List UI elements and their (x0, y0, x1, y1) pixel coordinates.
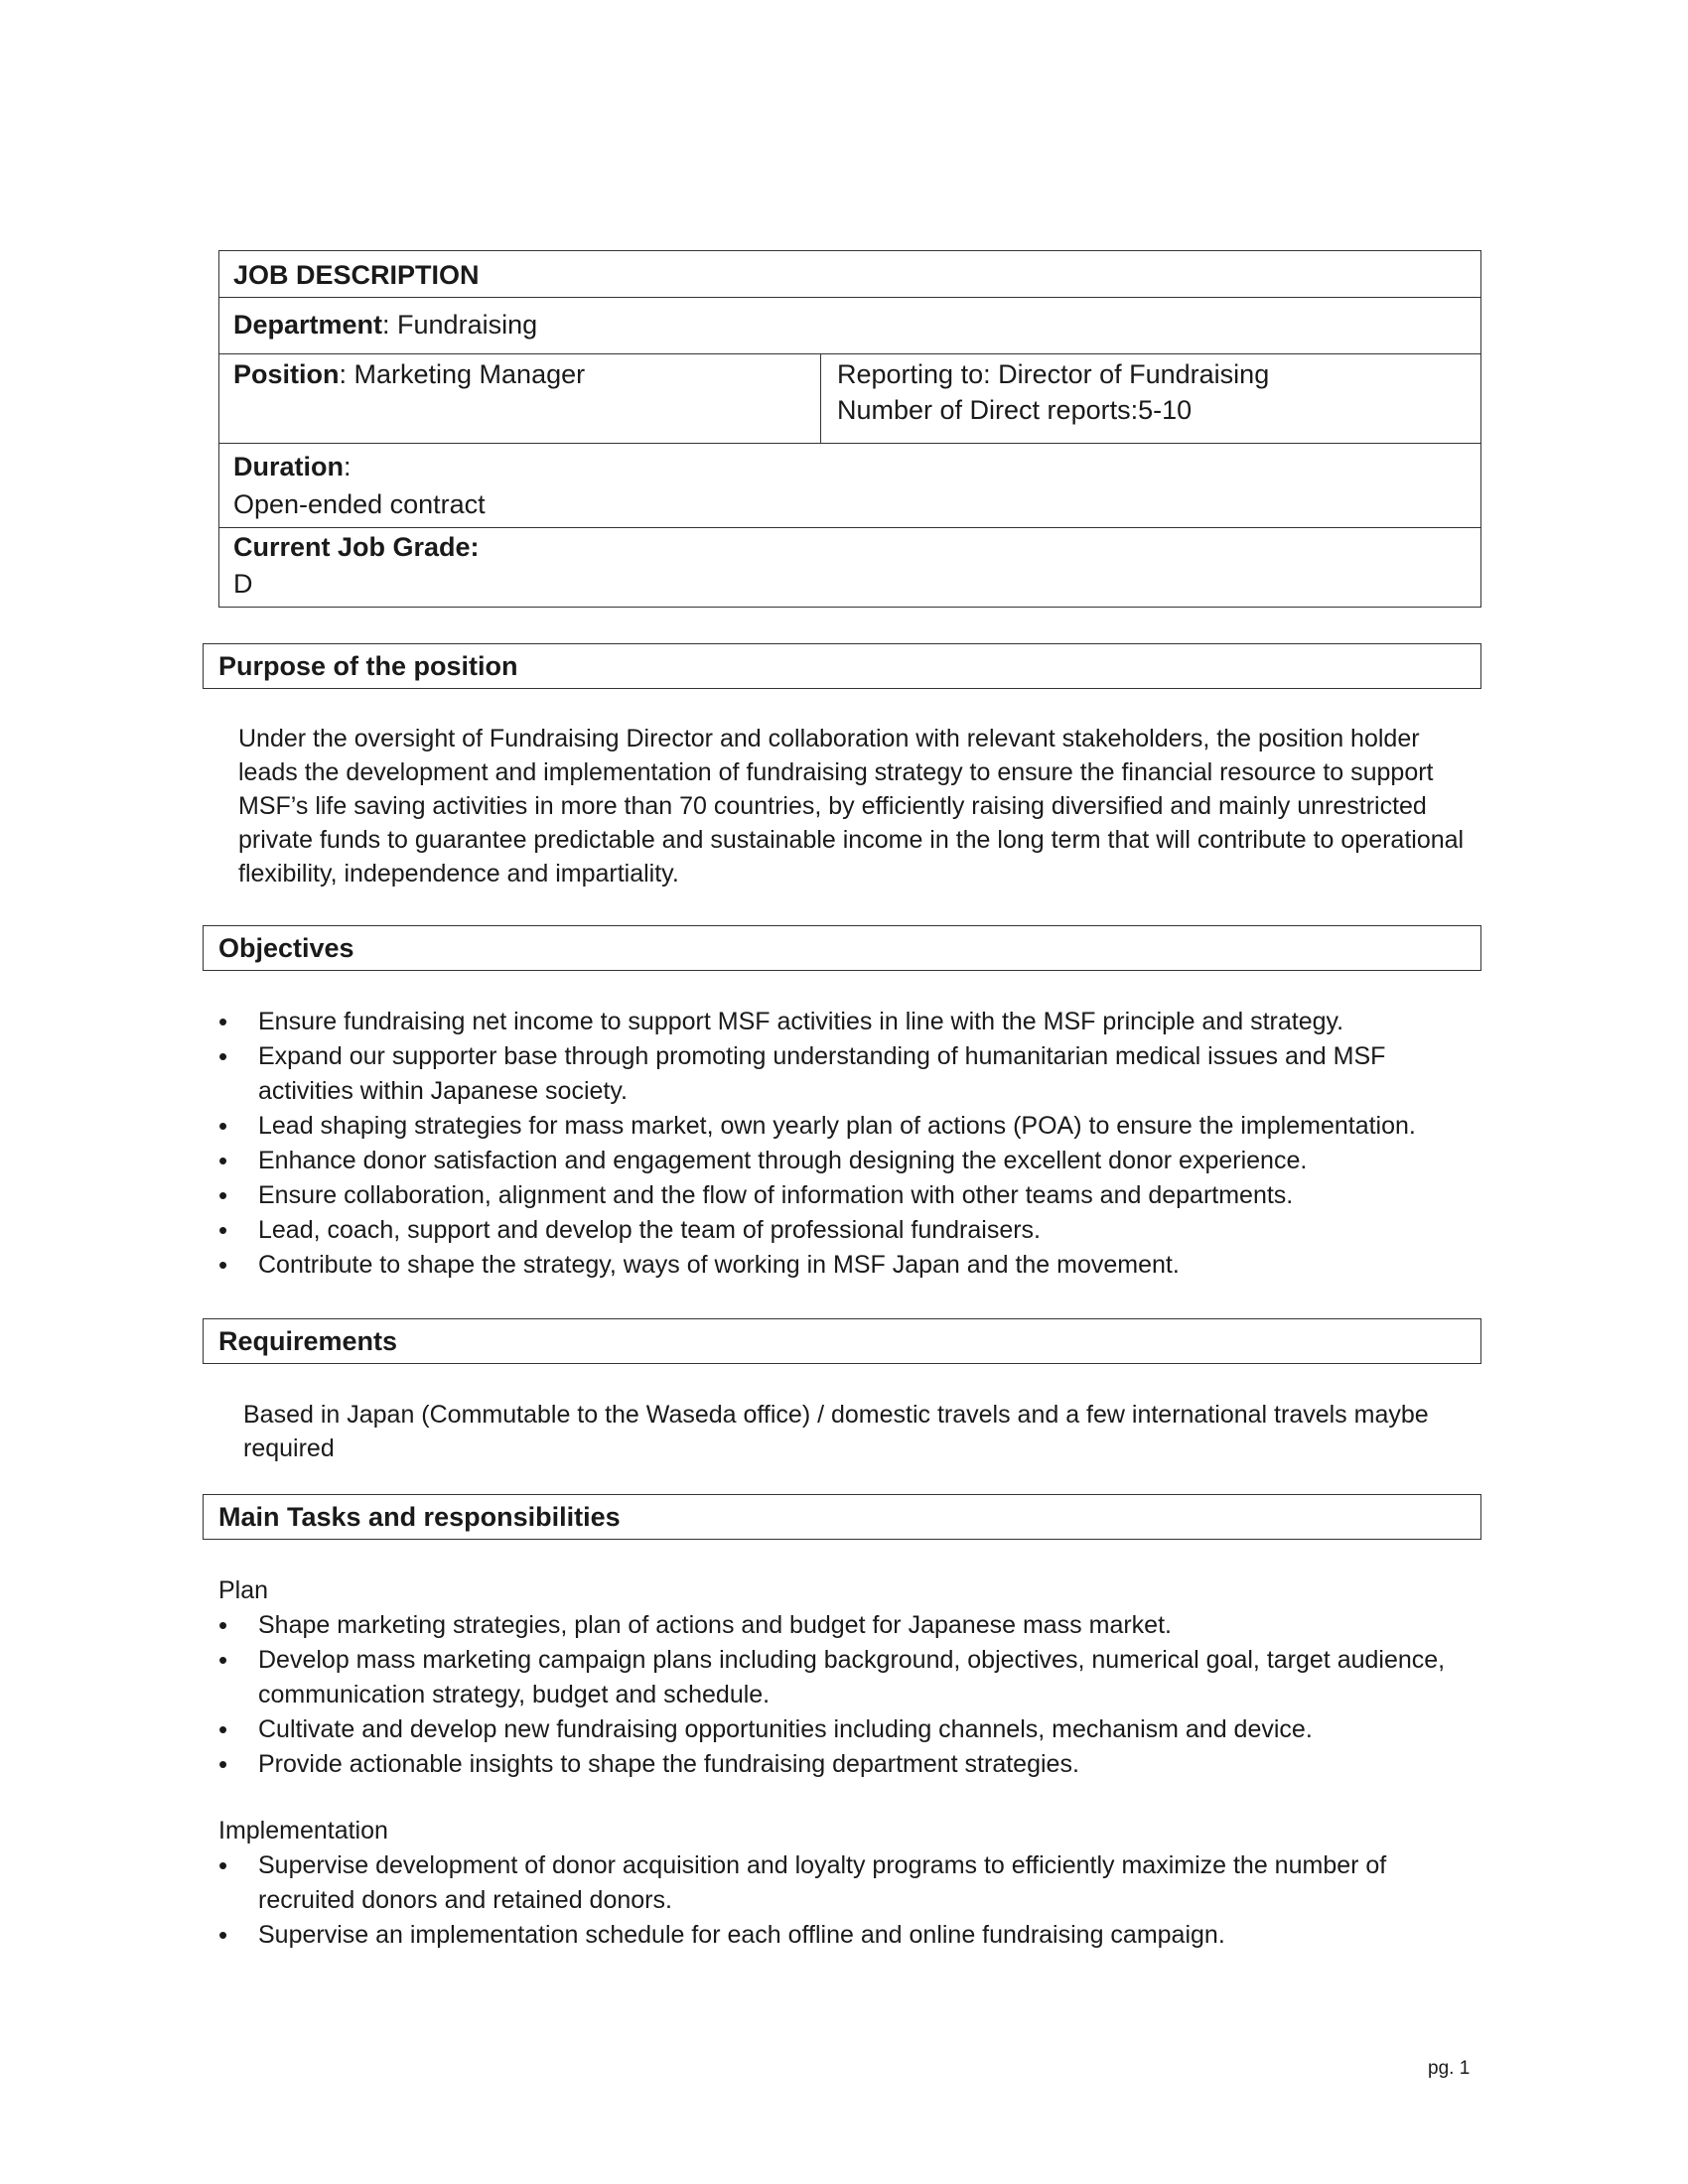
duration-label: Duration (233, 452, 344, 481)
objective-item: • Ensure collaboration, alignment and the flow of information with other teams and departments. (218, 1178, 1450, 1213)
duration-colon: : (344, 452, 352, 481)
duration-row (233, 450, 352, 483)
objective-item: • Enhance donor satisfaction and engagement through designing the excellent donor experience. (218, 1144, 1450, 1178)
document-title: JOB DESCRIPTION (233, 260, 480, 290)
requirements-paragraph: Based in Japan (Commutable to the Waseda office) / domestic travels and a few international travels maybe required (243, 1401, 1429, 1462)
table-divider (218, 527, 1481, 528)
implementation-list (218, 1848, 1475, 1953)
table-divider (218, 443, 1481, 444)
plan-label: Plan (218, 1576, 269, 1604)
table-column-divider (820, 353, 821, 443)
table-divider (218, 353, 1481, 354)
department-label: Department (233, 310, 383, 340)
requirements-text (243, 1398, 1470, 1465)
requirements-heading: Requirements (218, 1326, 398, 1356)
plan-item: • Shape marketing strategies, plan of actions and budget for Japanese mass market. (218, 1608, 1475, 1643)
objective-item: • Lead, coach, support and develop the team of professional fundraisers. (218, 1213, 1450, 1248)
purpose-paragraph: Under the oversight of Fundraising Director and collaboration with relevant stakeholders, the position holder leads the development and implementation of fundraising strategy to ensure the financial resource to support MSF’s life saving activities in more than 70 countries, by efficiently raising diversified and mainly unrestricted private funds to guarantee predictable and sustainable income in the long term that will contribute to operational flexibility, independence and impartiality. (238, 725, 1465, 887)
position-row (233, 357, 585, 391)
objective-item: • Ensure fundraising net income to support MSF activities in line with the MSF principle and strategy. (218, 1005, 1450, 1039)
table-divider (218, 297, 1481, 298)
department-row (233, 308, 537, 341)
objectives-heading: Objectives (218, 933, 354, 963)
plan-item: • Cultivate and develop new fundraising opportunities including channels, mechanism and device. (218, 1712, 1475, 1747)
objective-item: • Expand our supporter base through promoting understanding of humanitarian medical issues and MSF activities within Japanese society. (218, 1039, 1450, 1109)
direct-reports: Number of Direct reports:5-10 (837, 395, 1193, 425)
objectives-heading-box (203, 925, 1481, 971)
implementation-label: Implementation (218, 1817, 388, 1844)
position-label: Position (233, 359, 340, 389)
page-number: pg. 1 (1428, 2058, 1471, 2079)
plan-item: • Provide actionable insights to shape the fundraising department strategies. (218, 1747, 1475, 1782)
tasks-heading: Main Tasks and responsibilities (218, 1502, 621, 1532)
implementation-item: • Supervise development of donor acquisition and loyalty programs to efficiently maximize the number of recruited donors and retained donors. (218, 1848, 1475, 1918)
duration-value: Open-ended contract (233, 489, 486, 519)
implementation-item: • Supervise an implementation schedule for each offline and online fundraising campaign. (218, 1918, 1475, 1953)
purpose-text (238, 722, 1470, 890)
objective-item: • Lead shaping strategies for mass market, own yearly plan of actions (POA) to ensure the implementation. (218, 1109, 1450, 1144)
reporting-to: Reporting to: Director of Fundraising (837, 359, 1270, 389)
objective-item: • Contribute to shape the strategy, ways of working in MSF Japan and the movement. (218, 1248, 1450, 1283)
position-value: : Marketing Manager (339, 359, 586, 389)
job-grade-value: D (233, 569, 253, 599)
job-grade-label: Current Job Grade: (233, 532, 480, 562)
purpose-heading: Purpose of the position (218, 651, 518, 681)
plan-list (218, 1608, 1475, 1782)
objectives-list (218, 1005, 1450, 1283)
plan-item: • Develop mass marketing campaign plans including background, objectives, numerical goal, target audience, communication strategy, budget and schedule. (218, 1643, 1475, 1712)
department-value: : Fundraising (382, 310, 538, 340)
